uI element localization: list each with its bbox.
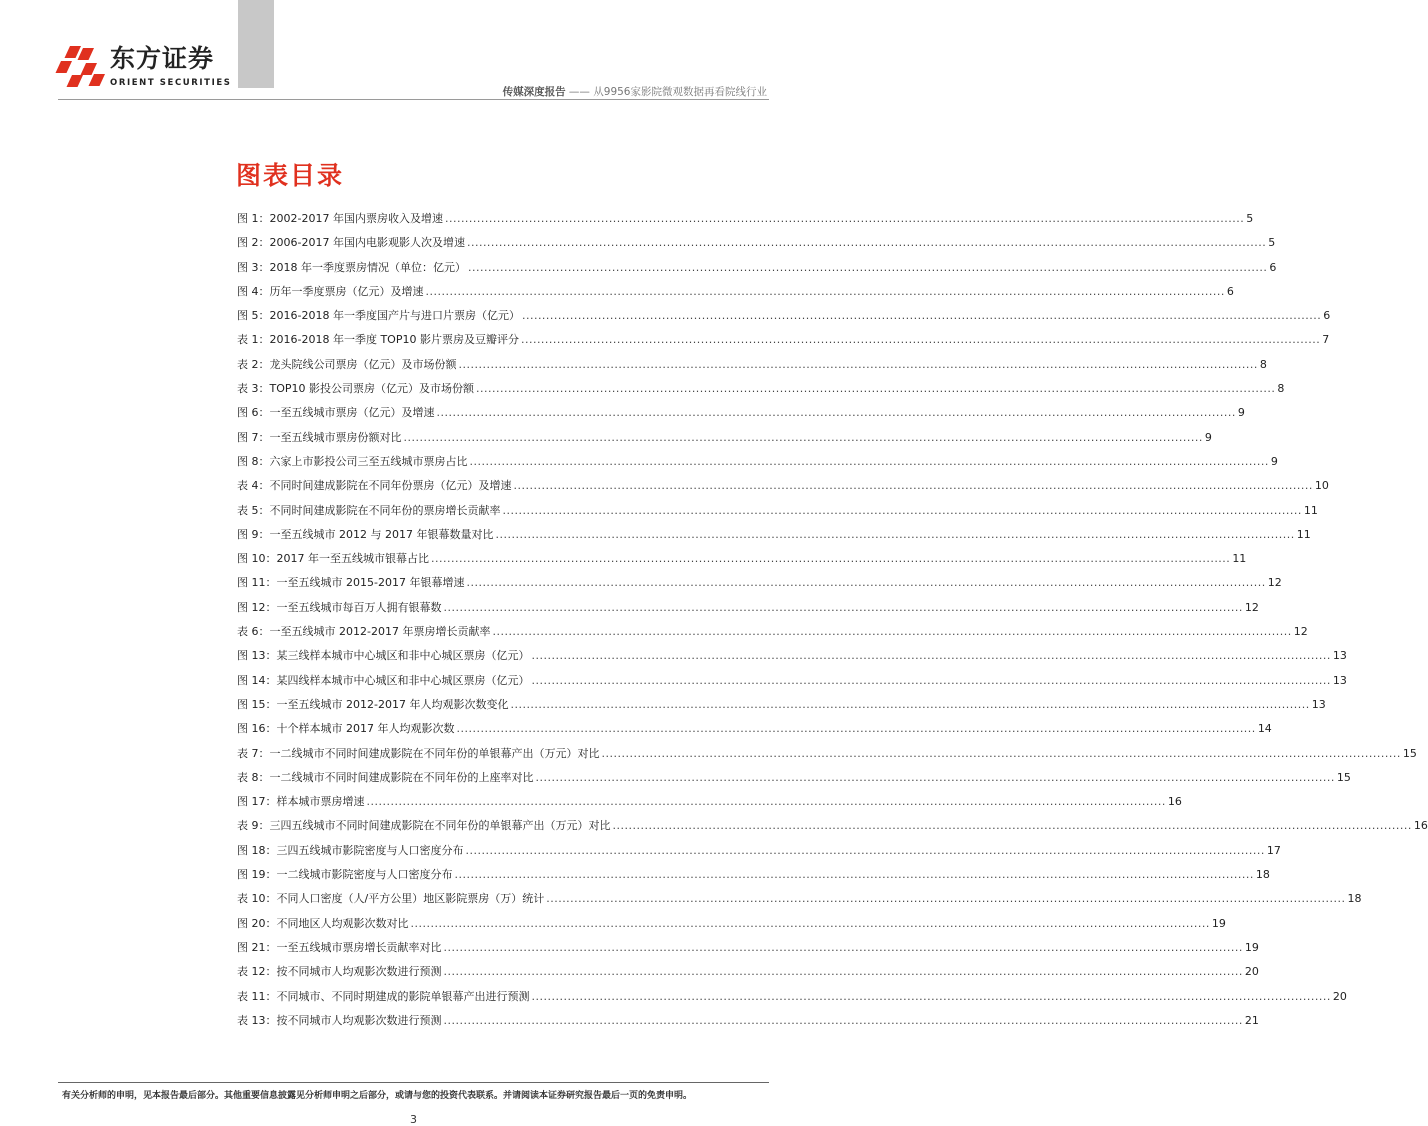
toc-entry[interactable] [237, 331, 1330, 355]
toc-leader-dots: ........................................................................................................................................................................................................ [521, 309, 1322, 323]
toc-entry-page: 21 [1244, 1013, 1259, 1027]
toc-entry[interactable] [237, 842, 1281, 866]
toc-entry-page: 11 [1303, 503, 1318, 517]
toc-entry[interactable] [237, 477, 1329, 501]
toc-leader-dots: ........................................................................................................................................................................................................ [436, 406, 1236, 420]
logo-chinese-name: 东方证券 [110, 44, 215, 73]
toc-leader-dots: ........................................................................................................................................................................................................ [546, 892, 1346, 906]
toc-leader-dots: ........................................................................................................................................................................................................ [601, 746, 1401, 760]
toc-entry[interactable] [237, 429, 1212, 453]
toc-entry-label: 图 6：一至五线城市票房（亿元）及增速 [237, 406, 435, 420]
toc-leader-dots: ........................................................................................................................................................................................................ [531, 673, 1331, 687]
toc-leader-dots: ........................................................................................................................................................................................................ [510, 697, 1310, 711]
toc-leader-dots: ........................................................................................................................................................................................................ [444, 212, 1245, 225]
report-type: 传媒深度报告 [502, 86, 566, 98]
toc-entry[interactable] [237, 623, 1308, 647]
toc-entry-label: 图 7：一至五线城市票房份额对比 [237, 430, 402, 444]
toc-leader-dots: ........................................................................................................................................................................................................ [443, 1013, 1243, 1027]
toc-entry-label: 图 19：一二线城市影院密度与人口密度分布 [237, 868, 453, 882]
toc-entry[interactable] [237, 380, 1285, 404]
toc-entry-label: 表 5：不同时间建成影院在不同年份的票房增长贡献率 [237, 503, 501, 517]
footer-disclaimer: 有关分析师的申明，见本报告最后部分。其他重要信息披露见分析师申明之后部分，或请与您的投资代表联系。并请阅读本证券研究报告最后一页的免责申明。 [62, 1091, 693, 1101]
toc-entry[interactable] [237, 988, 1347, 1012]
toc-entry[interactable] [237, 574, 1282, 598]
toc-entry-label: 表 6：一至五线城市 2012-2017 年票房增长贡献率 [237, 625, 491, 639]
toc-entry-page: 9 [1270, 454, 1278, 468]
toc-entry-page: 12 [1293, 625, 1308, 639]
toc-leader-dots: ........................................................................................................................................................................................................ [531, 649, 1331, 663]
page-title: 图表目录 [236, 161, 345, 190]
toc-entry-page: 11 [1296, 527, 1311, 541]
toc-leader-dots: ........................................................................................................................................................................................................ [443, 600, 1243, 614]
toc-entry-label: 图 8：六家上市影投公司三至五线城市票房占比 [237, 454, 468, 468]
logo-english-name: ORIENT SECURITIES [110, 78, 232, 88]
company-logo [56, 44, 231, 90]
toc-entry-label: 图 4：历年一季度票房（亿元）及增速 [237, 284, 424, 298]
report-title: 从9956家影院微观数据再看院线行业 [593, 86, 767, 98]
toc-leader-dots: ........................................................................................................................................................................................................ [492, 625, 1292, 639]
toc-entry-label: 表 10：不同人口密度（人/平方公里）地区影院票房（万）统计 [237, 892, 545, 906]
toc-entry-label: 图 18：三四五线城市影院密度与人口密度分布 [237, 843, 464, 857]
toc-entry-page: 12 [1244, 600, 1259, 614]
toc-entry[interactable] [237, 526, 1311, 550]
toc-leader-dots: ........................................................................................................................................................................................................ [520, 333, 1321, 347]
toc-entry-label: 图 16：十个样本城市 2017 年人均观影次数 [237, 722, 455, 736]
toc-leader-dots: ........................................................................................................................................................................................................ [425, 284, 1225, 298]
toc-entry[interactable] [237, 817, 1428, 841]
toc-entry[interactable] [237, 259, 1277, 283]
toc-entry[interactable] [237, 404, 1245, 428]
toc-leader-dots: ........................................................................................................................................................................................................ [476, 382, 1276, 396]
toc-entry-page: 13 [1332, 649, 1347, 663]
table-of-contents [237, 210, 1428, 1036]
toc-entry-page: 15 [1402, 746, 1417, 760]
toc-leader-dots: ........................................................................................................................................................................................................ [410, 916, 1210, 930]
toc-entry-page: 13 [1332, 673, 1347, 687]
header-separator: —— [568, 86, 590, 98]
toc-entry-label: 图 2：2006-2017 年国内电影观影人次及增速 [237, 236, 465, 250]
header-divider [58, 99, 769, 100]
toc-leader-dots: ........................................................................................................................................................................................................ [531, 989, 1331, 1003]
toc-entry-label: 图 15：一至五线城市 2012-2017 年人均观影次数变化 [237, 697, 509, 711]
toc-entry-page: 10 [1314, 479, 1329, 493]
toc-leader-dots: ........................................................................................................................................................................................................ [465, 843, 1265, 857]
toc-entry[interactable] [237, 963, 1259, 987]
toc-entry[interactable] [237, 915, 1226, 939]
toc-leader-dots: ........................................................................................................................................................................................................ [502, 503, 1302, 517]
toc-entry-label: 图 17：样本城市票房增速 [237, 795, 365, 809]
toc-entry-page: 20 [1332, 989, 1347, 1003]
toc-entry[interactable] [237, 720, 1272, 744]
toc-entry-label: 图 10：2017 年一至五线城市银幕占比 [237, 552, 429, 566]
toc-entry-label: 图 20：不同地区人均观影次数对比 [237, 916, 409, 930]
toc-entry[interactable] [237, 647, 1347, 671]
toc-entry-page: 13 [1311, 697, 1326, 711]
toc-entry[interactable] [237, 599, 1259, 623]
header-gray-tab [238, 0, 274, 88]
toc-entry-label: 表 7：一二线城市不同时间建成影院在不同年份的单银幕产出（万元）对比 [237, 746, 600, 760]
toc-entry-page: 11 [1232, 552, 1247, 566]
toc-leader-dots: ........................................................................................................................................................................................................ [430, 552, 1231, 566]
toc-entry-page: 19 [1244, 940, 1259, 954]
orient-logo-icon [56, 44, 108, 90]
toc-entry-label: 图 13：某三线样本城市中心城区和非中心城区票房（亿元） [237, 649, 530, 663]
toc-entry-page: 8 [1277, 382, 1285, 396]
toc-entry[interactable] [237, 672, 1347, 696]
toc-entry-page: 20 [1244, 965, 1259, 979]
page-number: 3 [410, 1113, 417, 1126]
toc-leader-dots: ........................................................................................................................................................................................................ [443, 965, 1243, 979]
toc-entry-label: 表 11：不同城市、不同时期建成的影院单银幕产出进行预测 [237, 989, 530, 1003]
toc-entry-page: 6 [1226, 284, 1234, 298]
toc-leader-dots: ........................................................................................................................................................................................................ [443, 940, 1243, 954]
toc-entry-page: 16 [1413, 819, 1428, 833]
toc-entry-page: 5 [1246, 212, 1254, 225]
toc-entry-label: 表 2：龙头院线公司票房（亿元）及市场份额 [237, 357, 457, 371]
toc-entry-label: 图 14：某四线样本城市中心城区和非中心城区票房（亿元） [237, 673, 530, 687]
toc-entry[interactable] [237, 745, 1417, 769]
toc-leader-dots: ........................................................................................................................................................................................................ [469, 454, 1269, 468]
toc-leader-dots: ........................................................................................................................................................................................................ [513, 479, 1313, 493]
toc-entry-label: 表 12：按不同城市人均观影次数进行预测 [237, 965, 442, 979]
toc-entry[interactable] [237, 210, 1254, 234]
toc-leader-dots: ........................................................................................................................................................................................................ [612, 819, 1412, 833]
toc-entry-label: 图 9：一至五线城市 2012 与 2017 年银幕数量对比 [237, 527, 494, 541]
toc-entry[interactable] [237, 356, 1267, 380]
toc-entry[interactable] [237, 866, 1270, 890]
toc-entry-page: 9 [1237, 406, 1245, 420]
toc-entry-page: 6 [1269, 260, 1277, 274]
toc-entry[interactable] [237, 234, 1276, 258]
toc-entry-page: 14 [1257, 722, 1272, 736]
toc-entry[interactable] [237, 283, 1234, 307]
toc-entry-label: 表 9：三四五线城市不同时间建成影院在不同年份的单银幕产出（万元）对比 [237, 819, 611, 833]
toc-leader-dots: ........................................................................................................................................................................................................ [466, 576, 1266, 590]
toc-entry[interactable] [237, 696, 1326, 720]
toc-entry[interactable] [237, 550, 1247, 574]
toc-entry-label: 表 1：2016-2018 年一季度 TOP10 影片票房及豆瓣评分 [237, 333, 519, 347]
toc-entry-page: 18 [1347, 892, 1362, 906]
toc-leader-dots: ........................................................................................................................................................................................................ [456, 722, 1256, 736]
toc-leader-dots: ........................................................................................................................................................................................................ [458, 357, 1258, 371]
toc-leader-dots: ........................................................................................................................................................................................................ [454, 868, 1254, 882]
toc-entry-page: 16 [1167, 795, 1182, 809]
toc-entry-label: 表 3：TOP10 影投公司票房（亿元）及市场份额 [237, 382, 474, 396]
toc-entry-page: 8 [1259, 357, 1267, 371]
toc-entry-page: 19 [1211, 916, 1226, 930]
toc-leader-dots: ........................................................................................................................................................................................................ [535, 770, 1335, 784]
toc-entry-label: 图 5：2016-2018 年一季度国产片与进口片票房（亿元） [237, 309, 520, 323]
toc-leader-dots: ........................................................................................................................................................................................................ [468, 260, 1268, 274]
toc-entry[interactable] [237, 502, 1318, 526]
toc-entry-label: 图 12：一至五线城市每百万人拥有银幕数 [237, 600, 442, 614]
toc-entry-label: 表 4：不同时间建成影院在不同年份票房（亿元）及增速 [237, 479, 512, 493]
toc-leader-dots: ........................................................................................................................................................................................................ [403, 430, 1203, 444]
report-header [503, 84, 767, 99]
toc-entry[interactable] [237, 890, 1362, 914]
toc-entry-label: 图 1：2002-2017 年国内票房收入及增速 [237, 212, 443, 225]
toc-entry[interactable] [237, 453, 1278, 477]
toc-entry-label: 图 21：一至五线城市票房增长贡献率对比 [237, 940, 442, 954]
toc-entry-page: 12 [1267, 576, 1282, 590]
toc-entry[interactable] [237, 939, 1259, 963]
toc-entry-page: 6 [1323, 309, 1331, 323]
toc-entry-page: 17 [1266, 843, 1281, 857]
toc-entry-page: 7 [1322, 333, 1330, 347]
toc-entry-page: 9 [1204, 430, 1212, 444]
toc-leader-dots: ........................................................................................................................................................................................................ [495, 527, 1295, 541]
toc-entry-label: 表 8：一二线城市不同时间建成影院在不同年份的上座率对比 [237, 770, 534, 784]
toc-entry[interactable] [237, 1012, 1259, 1036]
toc-entry-label: 图 3：2018 年一季度票房情况（单位：亿元） [237, 260, 466, 274]
toc-entry[interactable] [237, 793, 1182, 817]
toc-entry-page: 18 [1255, 868, 1270, 882]
footer-divider [58, 1082, 769, 1083]
toc-entry-label: 图 11：一至五线城市 2015-2017 年银幕增速 [237, 576, 465, 590]
toc-leader-dots: ........................................................................................................................................................................................................ [466, 236, 1267, 250]
toc-entry[interactable] [237, 307, 1331, 331]
toc-entry-page: 5 [1268, 236, 1276, 250]
toc-entry[interactable] [237, 769, 1351, 793]
toc-entry-page: 15 [1336, 770, 1351, 784]
toc-entry-label: 表 13：按不同城市人均观影次数进行预测 [237, 1013, 442, 1027]
toc-leader-dots: ........................................................................................................................................................................................................ [366, 795, 1166, 809]
